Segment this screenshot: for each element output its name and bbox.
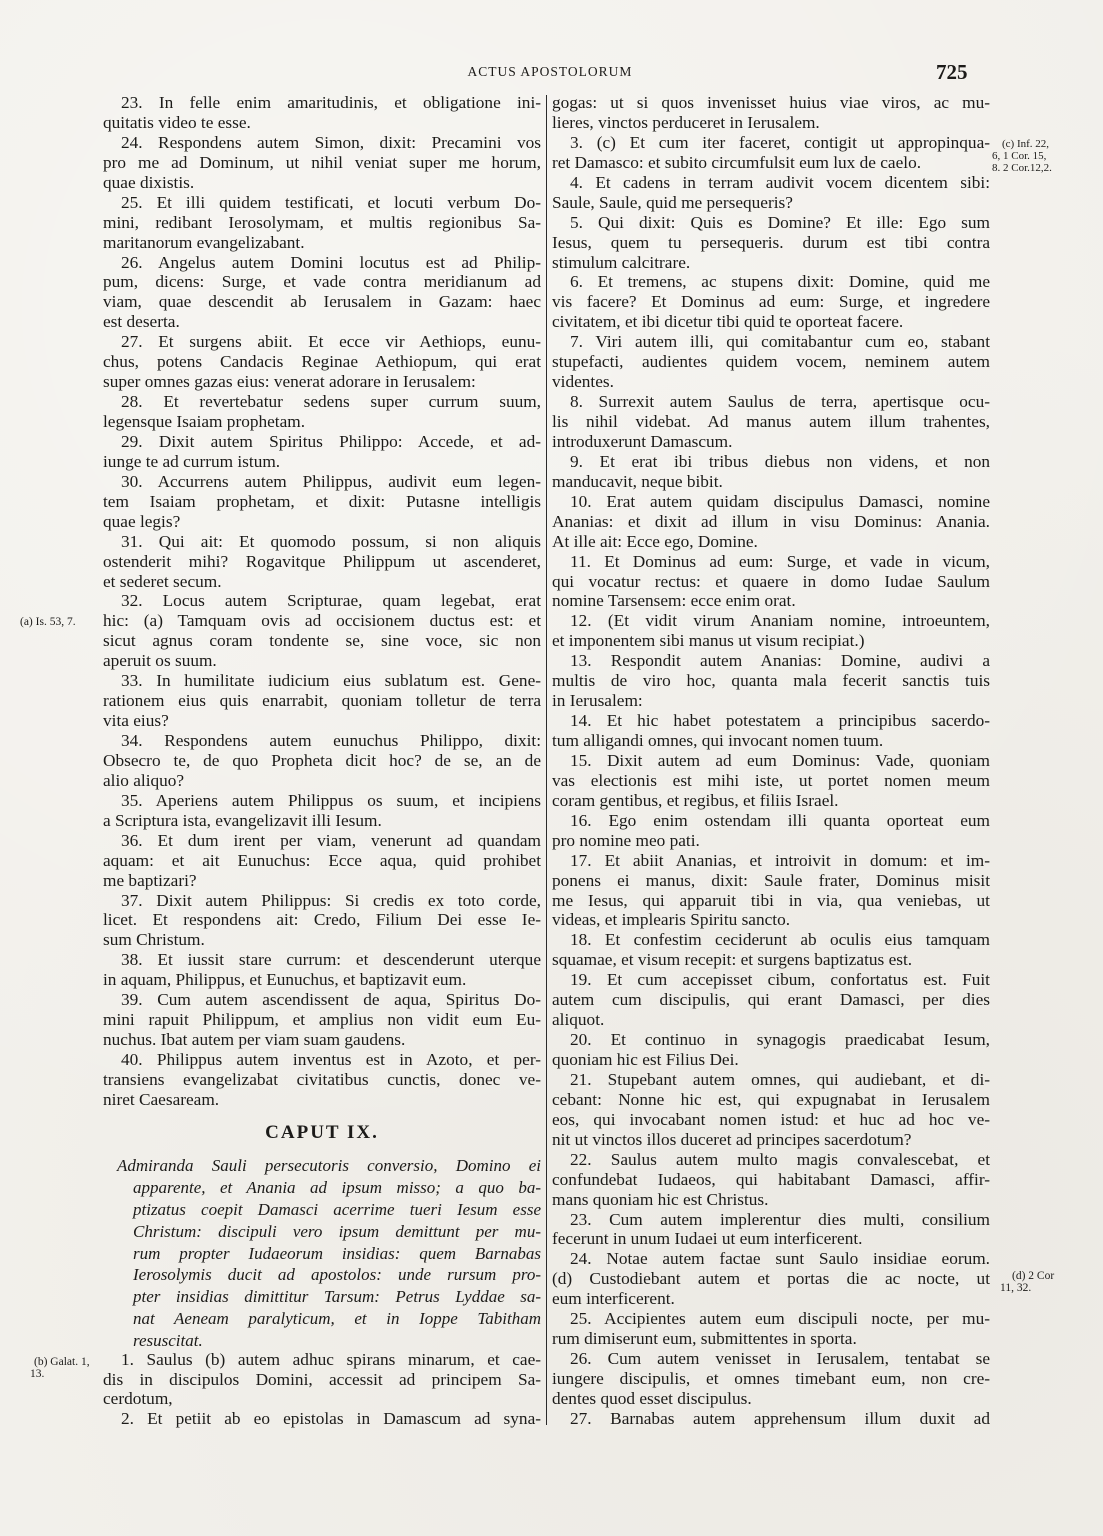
verse-paragraph	[552, 930, 990, 970]
text-line: autem cum discipulis, qui erant Damasci, per dies	[552, 990, 990, 1010]
verse-paragraph	[552, 133, 990, 173]
text-line: aquam: et ait Eunuchus: Ecce aqua, quid prohibet	[103, 850, 541, 870]
text-line: mans quoniam hic est Christus.	[552, 1189, 769, 1209]
text-line: licet. Et respondens ait: Credo, Filium Dei esse Ie-	[103, 910, 541, 930]
verse-paragraph	[103, 133, 541, 193]
verse-paragraph	[552, 272, 990, 332]
text-line: super omnes gazas eius: venerat adorare in Ierusalem:	[103, 372, 476, 392]
text-line: me Iesus, qui apparuit tibi in via, qua veniebas, ut	[552, 890, 990, 910]
text-line: 8. Surrexit autem Saulus de terra, apertisque ocu-	[570, 392, 990, 412]
verse-paragraph	[552, 1409, 990, 1429]
text-line: vas electionis est mihi iste, ut portet nomen meum	[552, 770, 990, 790]
text-line: 10. Erat autem quidam discipulus Damasci, nomine	[570, 491, 990, 511]
text-line: cebant: Nonne hic est, qui expugnabat in Ierusalem	[552, 1089, 990, 1109]
text-line: sum Christum.	[103, 930, 205, 950]
text-line: manducavit, neque bibit.	[552, 471, 723, 491]
text-line: rum dimiserunt eum, submittentes in sporta.	[552, 1329, 857, 1349]
text-line: 13. Respondit autem Ananias: Domine, audivi a	[570, 651, 990, 671]
text-line: pro nomine meo pati.	[552, 830, 700, 850]
text-line: vis facere? Et Dominus ad eum: Surge, et ingredere	[552, 292, 990, 312]
margin-note-line: (b) Galat. 1,	[34, 1356, 90, 1368]
text-line: 27. Barnabas autem apprehensum illum duxit ad	[570, 1408, 990, 1428]
verse-paragraph	[103, 591, 541, 671]
summary-line: Ierosolymis ducit ad apostolos: unde rursum pro-	[133, 1265, 541, 1285]
text-line: maritanorum evangelizabant.	[103, 232, 305, 252]
margin-note-line: 6, 1 Cor. 15,	[992, 150, 1047, 162]
summary-line: pter insidias dimittitur Tarsum: Petrus Lyddae sa-	[133, 1287, 541, 1307]
text-line: alio aliquo?	[103, 770, 185, 790]
column-divider	[546, 95, 547, 1425]
verse-paragraph	[552, 811, 990, 851]
text-line: 16. Ego enim ostendam illi quanta oporteat eum	[570, 810, 990, 830]
text-line: niret Caesaream.	[103, 1089, 220, 1109]
text-line: in Ierusalem:	[552, 691, 643, 711]
text-line: 22. Saulus autem multo magis convalescebat, et	[570, 1149, 990, 1169]
text-line: nomine Tarsensem: ecce enim orat.	[552, 591, 796, 611]
text-line: 7. Viri autem illi, qui comitabantur cum eo, stabant	[570, 332, 990, 352]
verse-paragraph	[552, 1210, 990, 1250]
text-line: (d) Custodiebant autem et portas die ac nocte, ut	[552, 1269, 990, 1289]
verse-paragraph	[103, 891, 541, 951]
text-line: 20. Et continuo in synagogis praedicabat Iesum,	[570, 1030, 990, 1050]
text-line: hic: (a) Tamquam ovis ad occisionem ductus est: et	[103, 611, 541, 631]
text-line: 23. In felle enim amaritudinis, et obligatione ini-	[121, 93, 541, 112]
text-line: videas, et implearis Spiritu sancto.	[552, 910, 791, 930]
text-line: Ananias: et dixit ad illum in visu Dominus: Anania.	[552, 511, 990, 531]
text-line: 11. Et Dominus ad eum: Surge, et vade in vicum,	[570, 551, 990, 571]
text-line: nuchus. Ibat autem per viam suam gaudens.	[103, 1030, 406, 1050]
text-line: 36. Et dum irent per viam, venerunt ad quandam	[121, 830, 541, 850]
verse-paragraph	[552, 552, 990, 612]
verse-paragraph	[103, 472, 541, 532]
text-line: 25. Accipientes autem eum discipuli nocte, per mu-	[570, 1309, 990, 1329]
text-line: 21. Stupebant autem omnes, qui audiebant, et di-	[570, 1069, 990, 1089]
text-line: 6. Et tremens, ac stupens dixit: Domine, quid me	[570, 272, 990, 292]
text-line: 31. Qui ait: Et quomodo possum, si non aliquis	[121, 531, 541, 551]
text-line: confundebat Iudaeos, qui habitabant Damasci, affir-	[552, 1169, 990, 1189]
text-line: coram gentibus, et regibus, et filiis Israel.	[552, 790, 839, 810]
text-line: 24. Notae autem factae sunt Saulo insidiae eorum.	[570, 1249, 990, 1269]
text-line: 34. Respondens autem eunuchus Philippo, dixit:	[121, 731, 541, 750]
text-line: 18. Et confestim ceciderunt ab oculis eius tamquam	[570, 930, 990, 950]
text-line: multis de viro hoc, quanta mala fecerit sanctis tuis	[552, 671, 990, 691]
verse-paragraph	[103, 990, 541, 1050]
text-line: mini rapuit Philippum, et amplius non vidit eum Eu-	[103, 1010, 541, 1030]
text-line: tum alligandi omnes, qui invocant nomen tuum.	[552, 731, 884, 750]
text-line: lieres, vinctos perduceret in Ierusalem.	[552, 112, 820, 132]
text-line: quitatis video te esse.	[103, 112, 251, 132]
summary-line: Christum: discipuli vero ipsum demittunt per mu-	[133, 1221, 541, 1241]
verse-paragraph	[552, 1030, 990, 1070]
text-line: 30. Accurrens autem Philippus, audivit eum legen-	[121, 471, 541, 491]
summary-line: rum propter Iudaeorum insidias: quem Barnabas	[133, 1243, 541, 1263]
text-line: transiens evangelizabat civitatibus cunctis, donec ve-	[103, 1069, 541, 1089]
text-line: 26. Angelus autem Domini locutus est ad Philip-	[121, 252, 541, 272]
verse-paragraph	[552, 851, 990, 931]
text-line: tem Isaiam prophetam, et dixit: Putasne intelligis	[103, 491, 541, 511]
verse-paragraph	[552, 751, 990, 811]
text-line: 23. Cum autem implerentur dies multi, consilium	[570, 1209, 990, 1229]
text-line: Saule, Saule, quid me persequeris?	[552, 192, 793, 212]
text-line: cerdotum,	[103, 1389, 173, 1408]
margin-note-line: 13.	[30, 1368, 45, 1380]
verse-paragraph	[552, 332, 990, 392]
text-line: dentes quod esset discipulus.	[552, 1388, 752, 1408]
summary-line: nat Aeneam paralyticum, et in Ioppe Tabitham	[133, 1309, 541, 1329]
text-line: civitatem, et ibi dicetur tibi quid te oporteat facere.	[552, 312, 904, 332]
margin-note-line: (d) 2 Cor	[1012, 1270, 1055, 1282]
text-line: viam, quae descendit ab Ierusalem in Gazam: haec	[103, 292, 541, 312]
right-column	[552, 93, 990, 1429]
margin-note-a	[20, 616, 76, 628]
text-line: 19. Et cum accepisset cibum, confortatus est. Fuit	[570, 970, 990, 990]
verse-paragraph	[103, 731, 541, 791]
verse-paragraph	[103, 332, 541, 392]
text-line: sicut agnus coram tondente se, sine voce, sic non	[103, 631, 541, 651]
text-line: est deserta.	[103, 312, 180, 332]
summary-line: ptizatus coepit Damasci acerrime tueri Iesum esse	[133, 1199, 541, 1219]
text-line: chus, potens Candacis Reginae Aethiopum, qui erat	[103, 352, 541, 372]
text-line: videntes.	[552, 372, 614, 392]
text-line: aperuit os suum.	[103, 651, 217, 671]
margin-note-line: (a) Is. 53, 7.	[20, 616, 76, 628]
text-line: vita eius?	[103, 711, 169, 731]
left-column	[103, 93, 541, 1110]
text-line: 33. In humilitate iudicium eius sublatum est. Gene-	[121, 671, 541, 691]
text-line: 37. Dixit autem Philippus: Si credis ex toto corde,	[121, 890, 541, 910]
verse-paragraph	[552, 492, 990, 552]
text-line: 40. Philippus autem inventus est in Azoto, et per-	[121, 1050, 541, 1069]
verse-paragraph	[552, 1349, 990, 1409]
text-line: gogas: ut si quos invenisset huius viae viros, ac mu-	[552, 93, 990, 112]
text-line: quoniam hic est Filius Dei.	[552, 1050, 739, 1069]
margin-note-d	[1000, 1270, 1054, 1294]
text-line: 14. Et hic habet potestatem a principibus sacerdo-	[570, 711, 990, 731]
verse-paragraph	[103, 93, 541, 133]
text-line: 1. Saulus (b) autem adhuc spirans minarum, et cae-	[121, 1350, 541, 1369]
text-line: 27. Et surgens abiit. Et ecce vir Aethiops, eunu-	[121, 332, 541, 352]
text-line: et sederet secum.	[103, 571, 222, 591]
text-line: quae legis?	[103, 511, 181, 531]
text-line: 29. Dixit autem Spiritus Philippo: Accede, et ad-	[121, 431, 541, 451]
text-line: introduxerunt Damascum.	[552, 431, 733, 451]
text-line: 26. Cum autem venisset in Ierusalem, tentabat se	[570, 1349, 990, 1369]
text-line: 32. Locus autem Scripturae, quam legebat, erat	[121, 591, 541, 611]
text-line: aliquot.	[552, 1010, 605, 1030]
text-line: quae dixistis.	[103, 172, 195, 192]
text-line: rationem eius quis enarrabit, quoniam tolletur de terra	[103, 691, 541, 711]
text-line: ponens ei manus, dixit: Saule frater, Dominus misit	[552, 870, 990, 890]
text-line: nit ut vinctos illos duceret ad principes sacerdotum?	[552, 1129, 912, 1149]
text-line: 35. Aperiens autem Philippus os suum, et incipiens	[121, 790, 541, 810]
text-line: 15. Dixit autem ad eum Dominus: Vade, quoniam	[570, 750, 990, 770]
margin-note-line: 11, 32.	[1000, 1282, 1032, 1294]
verse-paragraph	[552, 1309, 990, 1349]
verse-paragraph	[552, 711, 990, 751]
text-line: eos, qui invocabant nomen istud: et huc ad hoc ve-	[552, 1109, 990, 1129]
running-title: ACTUS APOSTOLORUM	[467, 64, 633, 79]
text-line: ostenderit mihi? Rogavitque Philippum ut ascenderet,	[103, 551, 541, 571]
text-line: 28. Et revertebatur sedens super currum suum,	[121, 392, 541, 412]
text-line: in aquam, Philippus, et Eunuchus, et baptizavit eum.	[103, 970, 467, 990]
verse-paragraph	[552, 213, 990, 273]
verse-paragraph	[552, 93, 990, 133]
verse-paragraph	[103, 532, 541, 592]
text-line: a Scriptura ista, evangelizavit illi Iesum.	[103, 810, 382, 830]
text-line: 12. (Et vidit virum Ananiam nomine, introeuntem,	[570, 611, 990, 631]
text-line: iunge te ad currum istum.	[103, 451, 281, 471]
text-line: Iesus, quem tu persequeris. durum est tibi contra	[552, 232, 990, 252]
chapter-heading: CAPUT IX.	[265, 1122, 379, 1143]
text-line: legensque Isaiam prophetam.	[103, 412, 306, 431]
summary-line: Admiranda Sauli persecutoris conversio, Domino ei	[117, 1156, 541, 1175]
text-line: 17. Et abiit Ananias, et introivit in domum: et im-	[570, 850, 990, 870]
verse-paragraph	[103, 831, 541, 891]
verse-paragraph	[103, 791, 541, 831]
text-line: dis in discipulos Domini, accessit ad principem Sa-	[103, 1369, 541, 1389]
verse-paragraph	[103, 253, 541, 333]
text-line: stupefacti, audientes quidem vocem, neminem autem	[552, 352, 990, 372]
verse-paragraph	[103, 193, 541, 253]
verse-paragraph	[552, 651, 990, 711]
text-line: lis nihil videbat. Ad manus autem illum trahentes,	[552, 412, 990, 431]
text-line: et imponentem sibi manus ut visum recipiat.)	[552, 631, 865, 651]
verse-paragraph	[552, 392, 990, 452]
text-line: 3. (c) Et cum iter faceret, contigit ut appropinqua-	[570, 132, 990, 152]
text-line: ret Damasco: et subito circumfulsit eum lux de caelo.	[552, 152, 922, 172]
text-line: 4. Et cadens in terram audivit vocem dicentem sibi:	[570, 172, 990, 192]
chapter-opening-verses	[103, 1350, 541, 1428]
text-line: 5. Qui dixit: Quis es Domine? Et ille: Ego sum	[570, 212, 990, 232]
text-line: 38. Et iussit stare currum: et descenderunt uterque	[121, 950, 541, 970]
verse-paragraph	[103, 1050, 541, 1110]
margin-note-c	[992, 138, 1052, 174]
text-line: eum interficerent.	[552, 1289, 675, 1309]
text-line: Obsecro te, de quo Propheta dicit hoc? de se, an de	[103, 750, 541, 770]
text-line: stimulum calcitrare.	[552, 252, 691, 272]
verse-paragraph	[103, 392, 541, 432]
text-line: squamae, et visum recepit: et surgens baptizatus est.	[552, 950, 913, 970]
verse-paragraph	[552, 970, 990, 1030]
verse-paragraph	[552, 1249, 990, 1309]
text-line: me baptizari?	[103, 870, 197, 890]
text-line: 39. Cum autem ascendissent de aqua, Spiritus Do-	[121, 990, 541, 1010]
text-line: 24. Respondens autem Simon, dixit: Precamini vos	[121, 132, 541, 152]
verse-paragraph	[552, 1150, 990, 1210]
text-line: pro me ad Dominum, ut nihil veniat super me horum,	[103, 152, 541, 172]
text-line: mini, redibant Ierosolymam, et multis regionibus Sa-	[103, 212, 541, 232]
text-line: fecerunt in unum Iudaei ut eum interficerent.	[552, 1229, 863, 1249]
margin-note-b	[30, 1356, 90, 1380]
verse-paragraph	[103, 432, 541, 472]
text-line: 2. Et petiit ab eo epistolas in Damascum ad syna-	[121, 1408, 541, 1428]
verse-paragraph	[552, 173, 990, 213]
chapter-summary	[117, 1155, 541, 1352]
verse-paragraph	[103, 671, 541, 731]
page-number: 725	[936, 60, 968, 84]
text-line: qui vocatur rectus: et quaere in domo Iudae Saulum	[552, 571, 990, 591]
verse-paragraph	[103, 1350, 541, 1409]
summary-line: resuscitat.	[133, 1331, 203, 1351]
text-line: At ille ait: Ecce ego, Domine.	[552, 531, 758, 551]
text-line: iungere discipulis, et omnes timebant eum, non cre-	[552, 1369, 990, 1388]
verse-paragraph	[552, 1070, 990, 1150]
margin-note-line: 8. 2 Cor.12,2.	[992, 162, 1052, 174]
verse-paragraph	[552, 452, 990, 492]
text-line: 9. Et erat ibi tribus diebus non videns, et non	[570, 451, 990, 471]
text-line: pum, dicens: Surge, et vade contra meridianum ad	[103, 272, 541, 292]
text-line: 25. Et illi quidem testificati, et locuti verbum Do-	[121, 192, 541, 212]
margin-note-line: (c) Inf. 22,	[1002, 138, 1050, 150]
verse-paragraph	[103, 950, 541, 990]
verse-paragraph	[552, 611, 990, 651]
summary-line: apparente, et Anania ad ipsum misso; a quo ba-	[133, 1177, 541, 1197]
verse-paragraph	[103, 1409, 541, 1429]
